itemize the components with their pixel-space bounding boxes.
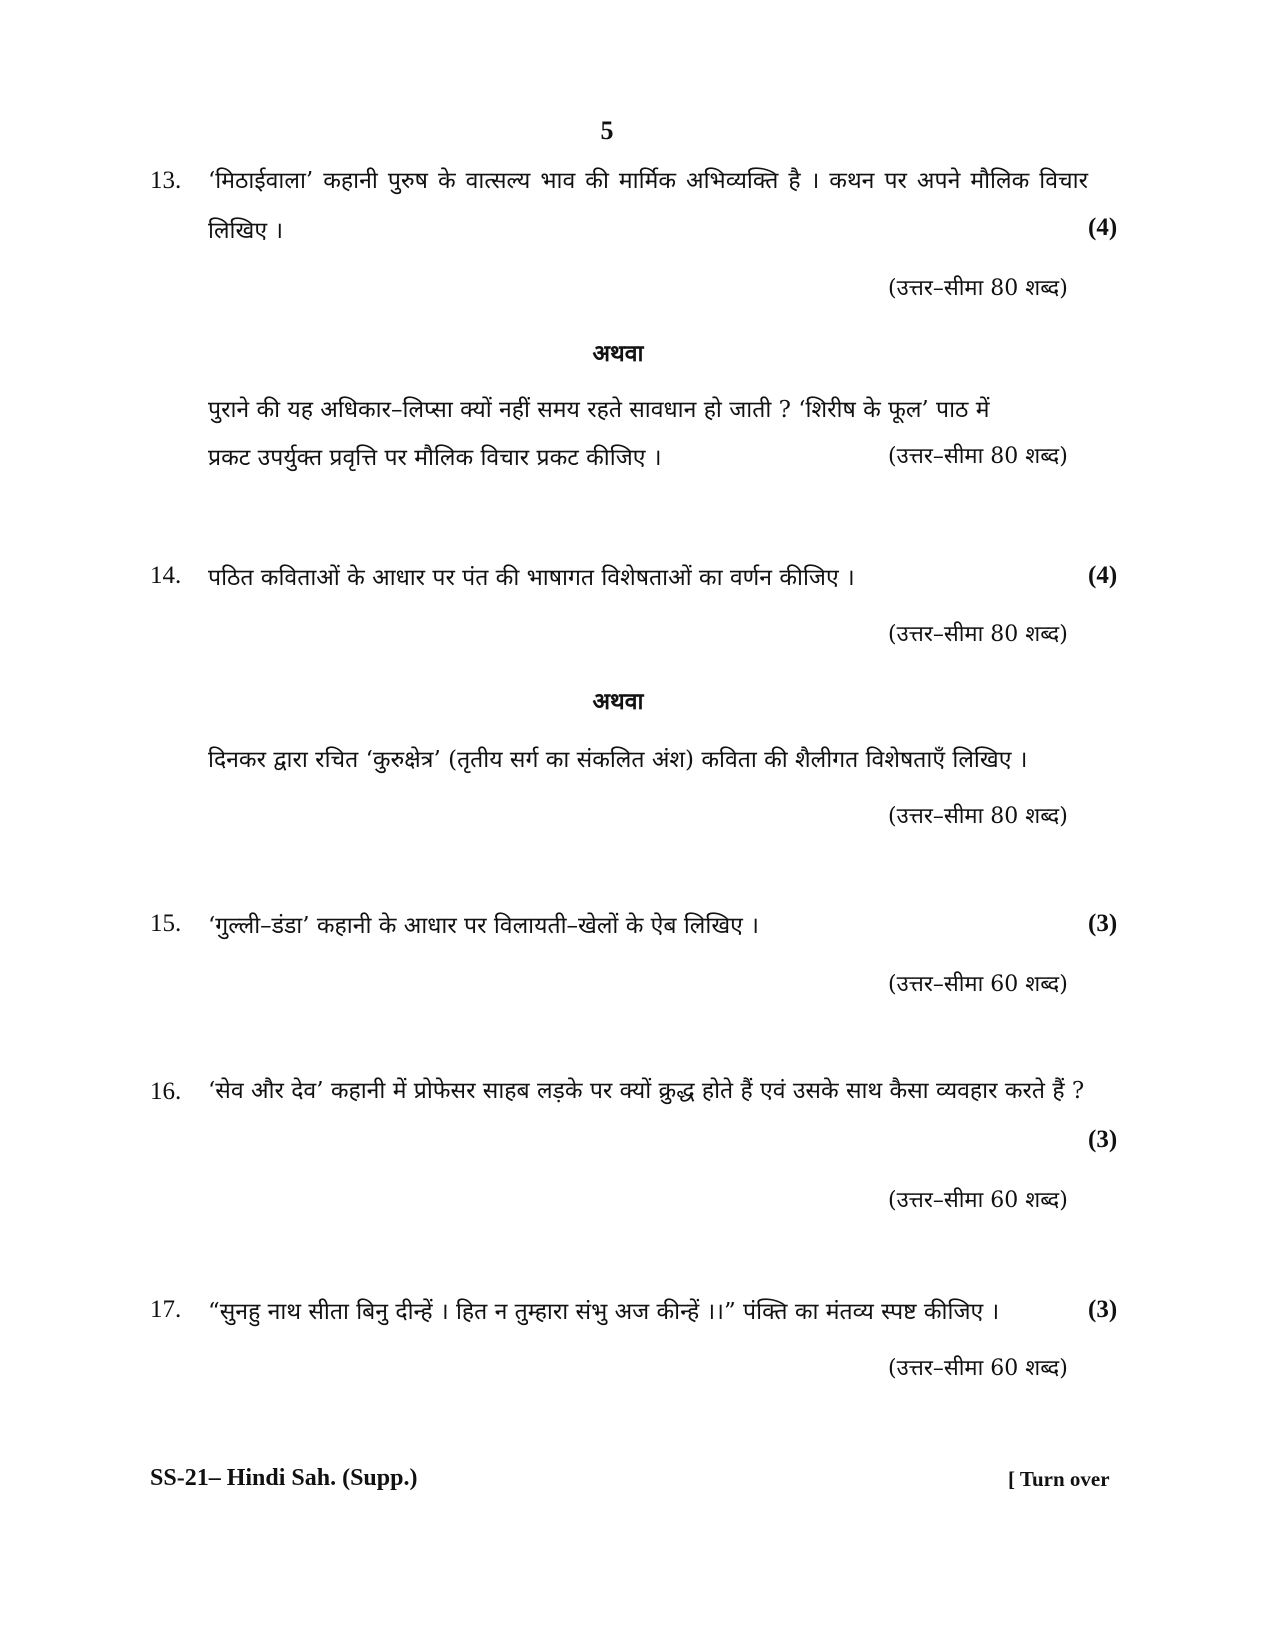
question-14-alt-line-1: दिनकर द्वारा रचित ‘कुरुक्षेत्र’ (तृतीय सर्ग का संकलित अंश) कविता की शैलीगत विशेषताएँ लिखिए ।: [208, 747, 1028, 773]
question-15-number: 15.: [150, 910, 182, 937]
question-13-number: 13.: [150, 167, 182, 194]
question-13-word-limit: (उत्तर–सीमा 80 शब्द): [888, 276, 1068, 301]
question-13-alt-word-limit: (उत्तर–सीमा 80 शब्द): [888, 444, 1068, 469]
question-17-word-limit: (उत्तर–सीमा 60 शब्द): [888, 1356, 1068, 1381]
question-14-word-limit: (उत्तर–सीमा 80 शब्द): [888, 622, 1068, 647]
question-14-marks: (4): [1088, 562, 1118, 589]
page-number: 5: [600, 116, 614, 145]
question-17-marks: (3): [1088, 1296, 1118, 1323]
paper-code: SS-21– Hindi Sah. (Supp.): [150, 1465, 418, 1491]
question-17-number: 17.: [150, 1296, 182, 1323]
question-15-text: ‘गुल्ली–डंडा’ कहानी के आधार पर विलायती–खेलों के ऐब लिखिए ।: [208, 913, 759, 939]
turn-over-label: [ Turn over: [1008, 1467, 1110, 1491]
question-14-number: 14.: [150, 562, 182, 589]
question-16-text: ‘सेव और देव’ कहानी में प्रोफेसर साहब लड़के पर क्यों क्रुद्ध होते हैं एवं उसके साथ कैसा व्यवहार करते हैं ?: [208, 1078, 1085, 1104]
question-15-word-limit: (उत्तर–सीमा 60 शब्द): [888, 972, 1068, 997]
question-16-word-limit: (उत्तर–सीमा 60 शब्द): [888, 1188, 1068, 1213]
question-13-alt-line-2: प्रकट उपर्युक्त प्रवृत्ति पर मौलिक विचार प्रकट कीजिए ।: [208, 445, 662, 471]
question-16-marks: (3): [1088, 1126, 1118, 1153]
question-14-or-label: अथवा: [592, 688, 644, 715]
question-16-number: 16.: [150, 1078, 182, 1105]
question-14-text: पठित कविताओं के आधार पर पंत की भाषागत विशेषताओं का वर्णन कीजिए ।: [208, 565, 855, 591]
question-15-marks: (3): [1088, 910, 1118, 937]
question-13-or-label: अथवा: [592, 340, 644, 367]
question-14-alt-word-limit: (उत्तर–सीमा 80 शब्द): [888, 804, 1068, 829]
question-13-alt-line-1: पुराने की यह अधिकार–लिप्सा क्यों नहीं समय रहते सावधान हो जाती ? ‘शिरीष के फूल’ पाठ में: [208, 397, 990, 423]
question-13-marks: (4): [1088, 214, 1118, 241]
question-17-text: “सुनहु नाथ सीता बिनु दीन्हें । हित न तुम्हारा संभु अज कीन्हें ।।” पंक्ति का मंतव्य स्पष्ट कीजिए ।: [208, 1299, 1000, 1325]
question-13-text: ‘मिठाईवाला’ कहानी पुरुष के वात्सल्य भाव की मार्मिक अभिव्यक्ति है । कथन पर अपने मौलिक विचार लिखिए ।: [208, 168, 1088, 244]
